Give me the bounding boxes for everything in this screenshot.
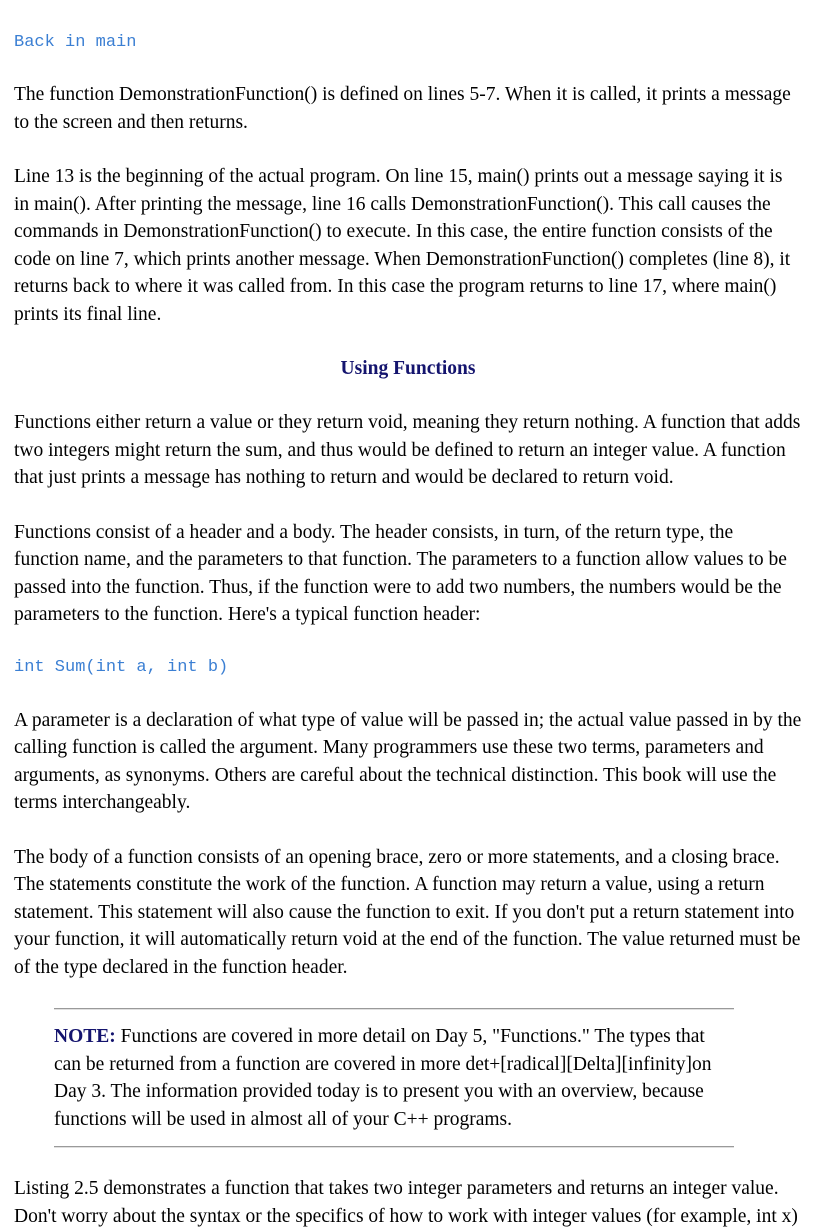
- note-label: NOTE:: [54, 1026, 116, 1047]
- paragraph-return-values: Functions either return a value or they return void, meaning they return nothing. A function that adds two integers might return the sum, and thus would be defined to return an integer value. A function that just prints a message has nothing to return and would be declared to return void.: [14, 412, 801, 488]
- paragraph-listing-intro: Listing 2.5 demonstrates a function that takes two integer parameters and returns an integer value. Don't worry about the syntax or the specifics of how to work with integer values (for example, int x): [14, 1178, 798, 1227]
- note-box: [54, 1008, 734, 1148]
- paragraph-header-body: Functions consist of a header and a body. The header consists, in turn, of the return type, the function name, and the parameters to that function. The parameters to a function allow values to be passed into the function. Thus, if the function were to add two numbers, the numbers would be the parameters to the function. Here's a typical function header:: [14, 521, 787, 625]
- paragraph-program-flow: Line 13 is the beginning of the actual program. On line 15, main() prints out a message saying it is in main(). After printing the message, line 16 calls DemonstrationFunction(). This call causes the commands in DemonstrationFunction() to execute. In this case, the entire function consists of the code on line 7, which prints another message. When DemonstrationFunction() completes (line 8), it returns back to where it was called from. In this case the program returns to line 17, where main() prints its final line.: [14, 166, 791, 325]
- paragraph-demonstration-function: The function DemonstrationFunction() is defined on lines 5-7. When it is called, it prints a message to the screen and then returns.: [14, 84, 791, 133]
- note-body: Functions are covered in more detail on Day 5, "Functions." The types that can be returned from a function are covered in more det+[radical][Delta][infinity]on Day 3. The information provided today is to present you with an overview, because functions will be used in almost all of your C++ programs.: [54, 1026, 712, 1130]
- code-output-line: Back in main: [14, 33, 137, 52]
- paragraph-function-body: The body of a function consists of an opening brace, zero or more statements, and a closing brace. The statements constitute the work of the function. A function may return a value, using a return statement. This statement will also cause the function to exit. If you don't put a return statement into your function, it will automatically return void at the end of the function. The value returned must be of the type declared in the function header.: [14, 846, 801, 978]
- section-heading: Using Functions: [340, 358, 476, 379]
- note-paragraph: [54, 1010, 734, 1146]
- code-function-header: int Sum(int a, int b): [14, 657, 229, 677]
- paragraph-parameters-arguments: A parameter is a declaration of what type of value will be passed in; the actual value passed in by the calling function is called the argument. Many programmers use these two terms, parameters and arguments, as synonyms. Others are careful about the technical distinction. This book will use the terms interchangeably.: [14, 709, 802, 813]
